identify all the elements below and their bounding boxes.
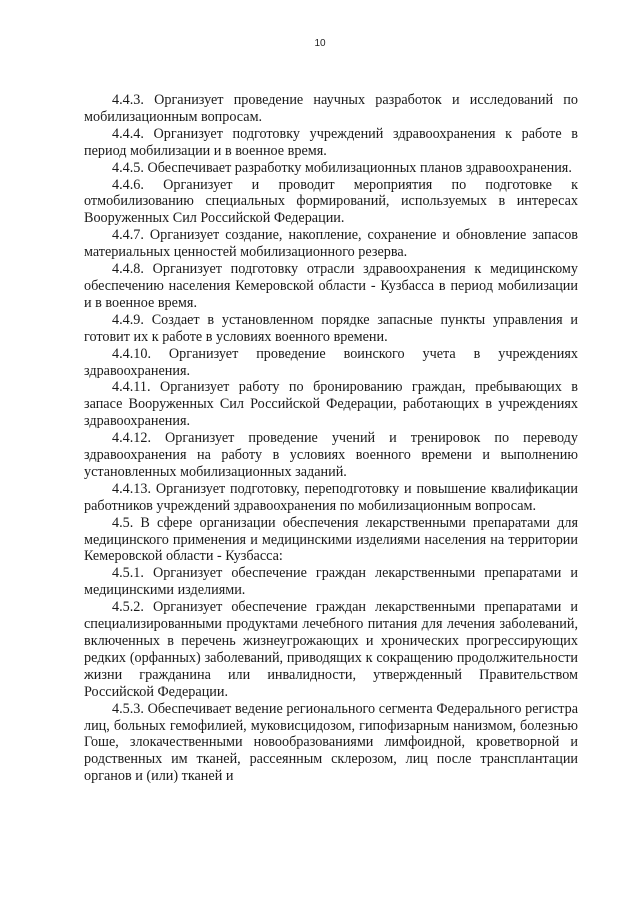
paragraph-4-5-3: 4.5.3. Обеспечивает ведение регионального сегмента Федерального регистра лиц, больных гемофилией, муковисцидозом, гипофизарным нанизмом, болезнью Гоше, злокачественными новообразованиями лимфоидной, кроветворной и родственных им тканей, рассеянным склерозом, лиц после трансплантации органов и (или) тканей и — [84, 700, 578, 785]
paragraph-4-5-2: 4.5.2. Организует обеспечение граждан лекарственными препаратами и специализированными продуктами лечебного питания для лечения заболеваний, включенных в перечень жизнеугрожающих и хронических прогрессирующих редких (орфанных) заболеваний, приводящих к сокращению продолжительности жизни гражданина или инвалидности, утвержденный Правительством Российской Федерации. — [84, 599, 578, 700]
paragraph-4-4-12: 4.4.12. Организует проведение учений и тренировок по переводу здравоохранения на работу в условиях военного времени и выполнению установленных мобилизационных заданий. — [84, 430, 578, 480]
page-number: 10 — [314, 38, 326, 49]
paragraph-4-4-4: 4.4.4. Организует подготовку учреждений здравоохранения к работе в период мобилизации и в военное время. — [84, 125, 578, 159]
paragraph-4-4-9: 4.4.9. Создает в установленном порядке запасные пункты управления и готовит их к работе в условиях военного времени. — [84, 311, 578, 345]
paragraph-4-4-7: 4.4.7. Организует создание, накопление, сохранение и обновление запасов материальных ценностей мобилизационного резерва. — [84, 227, 578, 261]
paragraph-4-4-10: 4.4.10. Организует проведение воинского учета в учреждениях здравоохранения. — [84, 345, 578, 379]
paragraph-4-4-6: 4.4.6. Организует и проводит мероприятия по подготовке к отмобилизованию специальных формирований, используемых в интересах Вооруженных Сил Российской Федерации. — [84, 176, 578, 227]
paragraph-4-4-8: 4.4.8. Организует подготовку отрасли здравоохранения к медицинскому обеспечению населения Кемеровской области - Кузбасса в период мобилизации и в военное время. — [84, 261, 578, 311]
paragraph-4-4-3: 4.4.3. Организует проведение научных разработок и исследований по мобилизационным вопросам. — [84, 92, 578, 125]
document-body — [84, 92, 578, 785]
paragraph-4-5-1: 4.5.1. Организует обеспечение граждан лекарственными препаратами и медицинскими изделиями. — [84, 565, 578, 599]
paragraph-4-4-5: 4.4.5. Обеспечивает разработку мобилизационных планов здравоохранения. — [112, 159, 572, 176]
paragraph-4-4-11: 4.4.11. Организует работу по бронированию граждан, пребывающих в запасе Вооруженных Сил Российской Федерации, работающих в учреждениях здравоохранения. — [84, 379, 578, 430]
paragraph-4-5: 4.5. В сфере организации обеспечения лекарственными препаратами для медицинского применения и медицинскими изделиями населения на территории Кемеровской области - Кузбасса: — [84, 514, 578, 565]
paragraph-4-4-13: 4.4.13. Организует подготовку, переподготовку и повышение квалификации работников учреждений здравоохранения по мобилизационным вопросам. — [84, 480, 578, 514]
